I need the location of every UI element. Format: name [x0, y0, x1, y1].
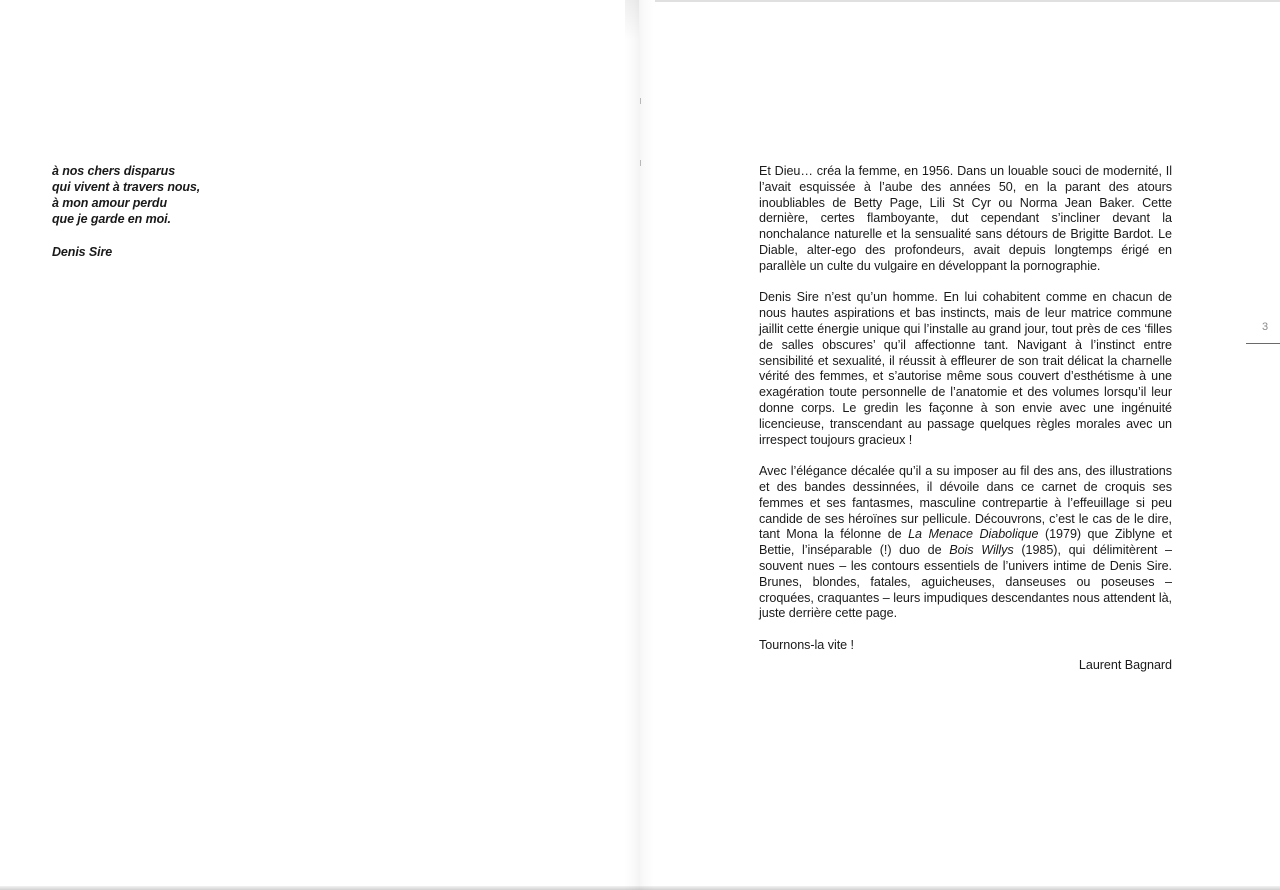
paragraph-text: (1979) que Ziblyne et Bettie, l’inséparable (!) duo de: [759, 527, 1172, 558]
dedication-line: à nos chers disparus: [52, 164, 176, 178]
closing-line: Tournons-la vite !: [759, 637, 854, 652]
paragraph-text: Avec l’élégance décalée qu’il a su imposer au fil des ans, des illustrations et des bandes dessinnées, il dévoile dans ce carnet de croquis ses femmes et ses fantasmes, masculine contrepartie à l’effeuillage si peu candide de ses héroïnes sur pellicule. Découvrons, c’est le cas de le dire, tant Mona la félonne de: [759, 464, 1172, 542]
paragraph: Et Dieu… créa la femme, en 1956. Dans un louable souci de modernité, Il l’avait esquissée à l’aube des années 50, en la parant des atours inoubliables de Betty Page, Lili St Cyr ou Norma Jean Baker. Cette dernière, certes flamboyante, dut cependant s’incliner devant la nonchalance naturelle et la sensualité sans détours de Brigitte Bardot. Le Diable, alter-ego des profondeurs, avait depuis longtemps érigé en parallèle un culte du vulgaire en développant la pornographie.: [759, 164, 1172, 273]
paragraph: Denis Sire n’est qu’un homme. En lui cohabitent comme en chacun de nous hautes aspirations et bas instincts, mais de leur matrice commune jaillit cette énergie unique qui l’installe au grand jour, tout près de ces ‘filles de salles obscures’ qu’il affectionne tant. Navigant à l’instinct entre sensibilité et sexualité, il réussit à effleurer de son trait délicat la charnelle vérité des femmes, et s’autorise même sous couvert d’esthétisme à une exagération toute personnelle de l’anatomie et des volumes lorsqu’il leur donne corps. Le gredin les façonne à son envie avec une ingénuité licencieuse, transcendant au passage quelques règles morales avec un irrespect toujours gracieux !: [759, 290, 1172, 447]
book-title: La Menace Diabolique: [908, 527, 1039, 542]
author-signature: Laurent Bagnard: [1078, 657, 1172, 672]
preface-text: [759, 164, 1172, 674]
scan-mark: [640, 160, 641, 166]
paragraph: [759, 464, 1172, 622]
dedication-line: qui vivent à travers nous,: [52, 180, 201, 194]
scan-mark: [640, 98, 641, 104]
dedication-line: que je garde en moi.: [52, 212, 171, 226]
page-number: 3: [1262, 321, 1269, 333]
dedication: [52, 163, 312, 260]
page-bottom-edge: [0, 886, 1280, 890]
dedication-signature: Denis Sire: [52, 245, 113, 259]
paragraph-text: (1985), qui délimitèrent – souvent nues – les contours essentiels de l’univers intime de Denis Sire. Brunes, blondes, fatales, aguicheuses, danseuses ou poseuses – croquées, craquantes – leurs impudiques descendantes nous attendent là, juste derrière cette page.: [759, 543, 1172, 621]
page-top-edge: [655, 0, 1280, 2]
page-gutter: [624, 0, 654, 890]
page-number-rule: [1246, 343, 1280, 344]
dedication-line: à mon amour perdu: [52, 196, 167, 210]
gutter-shadow: [625, 0, 639, 40]
book-title: Bois Willys: [949, 543, 1014, 558]
